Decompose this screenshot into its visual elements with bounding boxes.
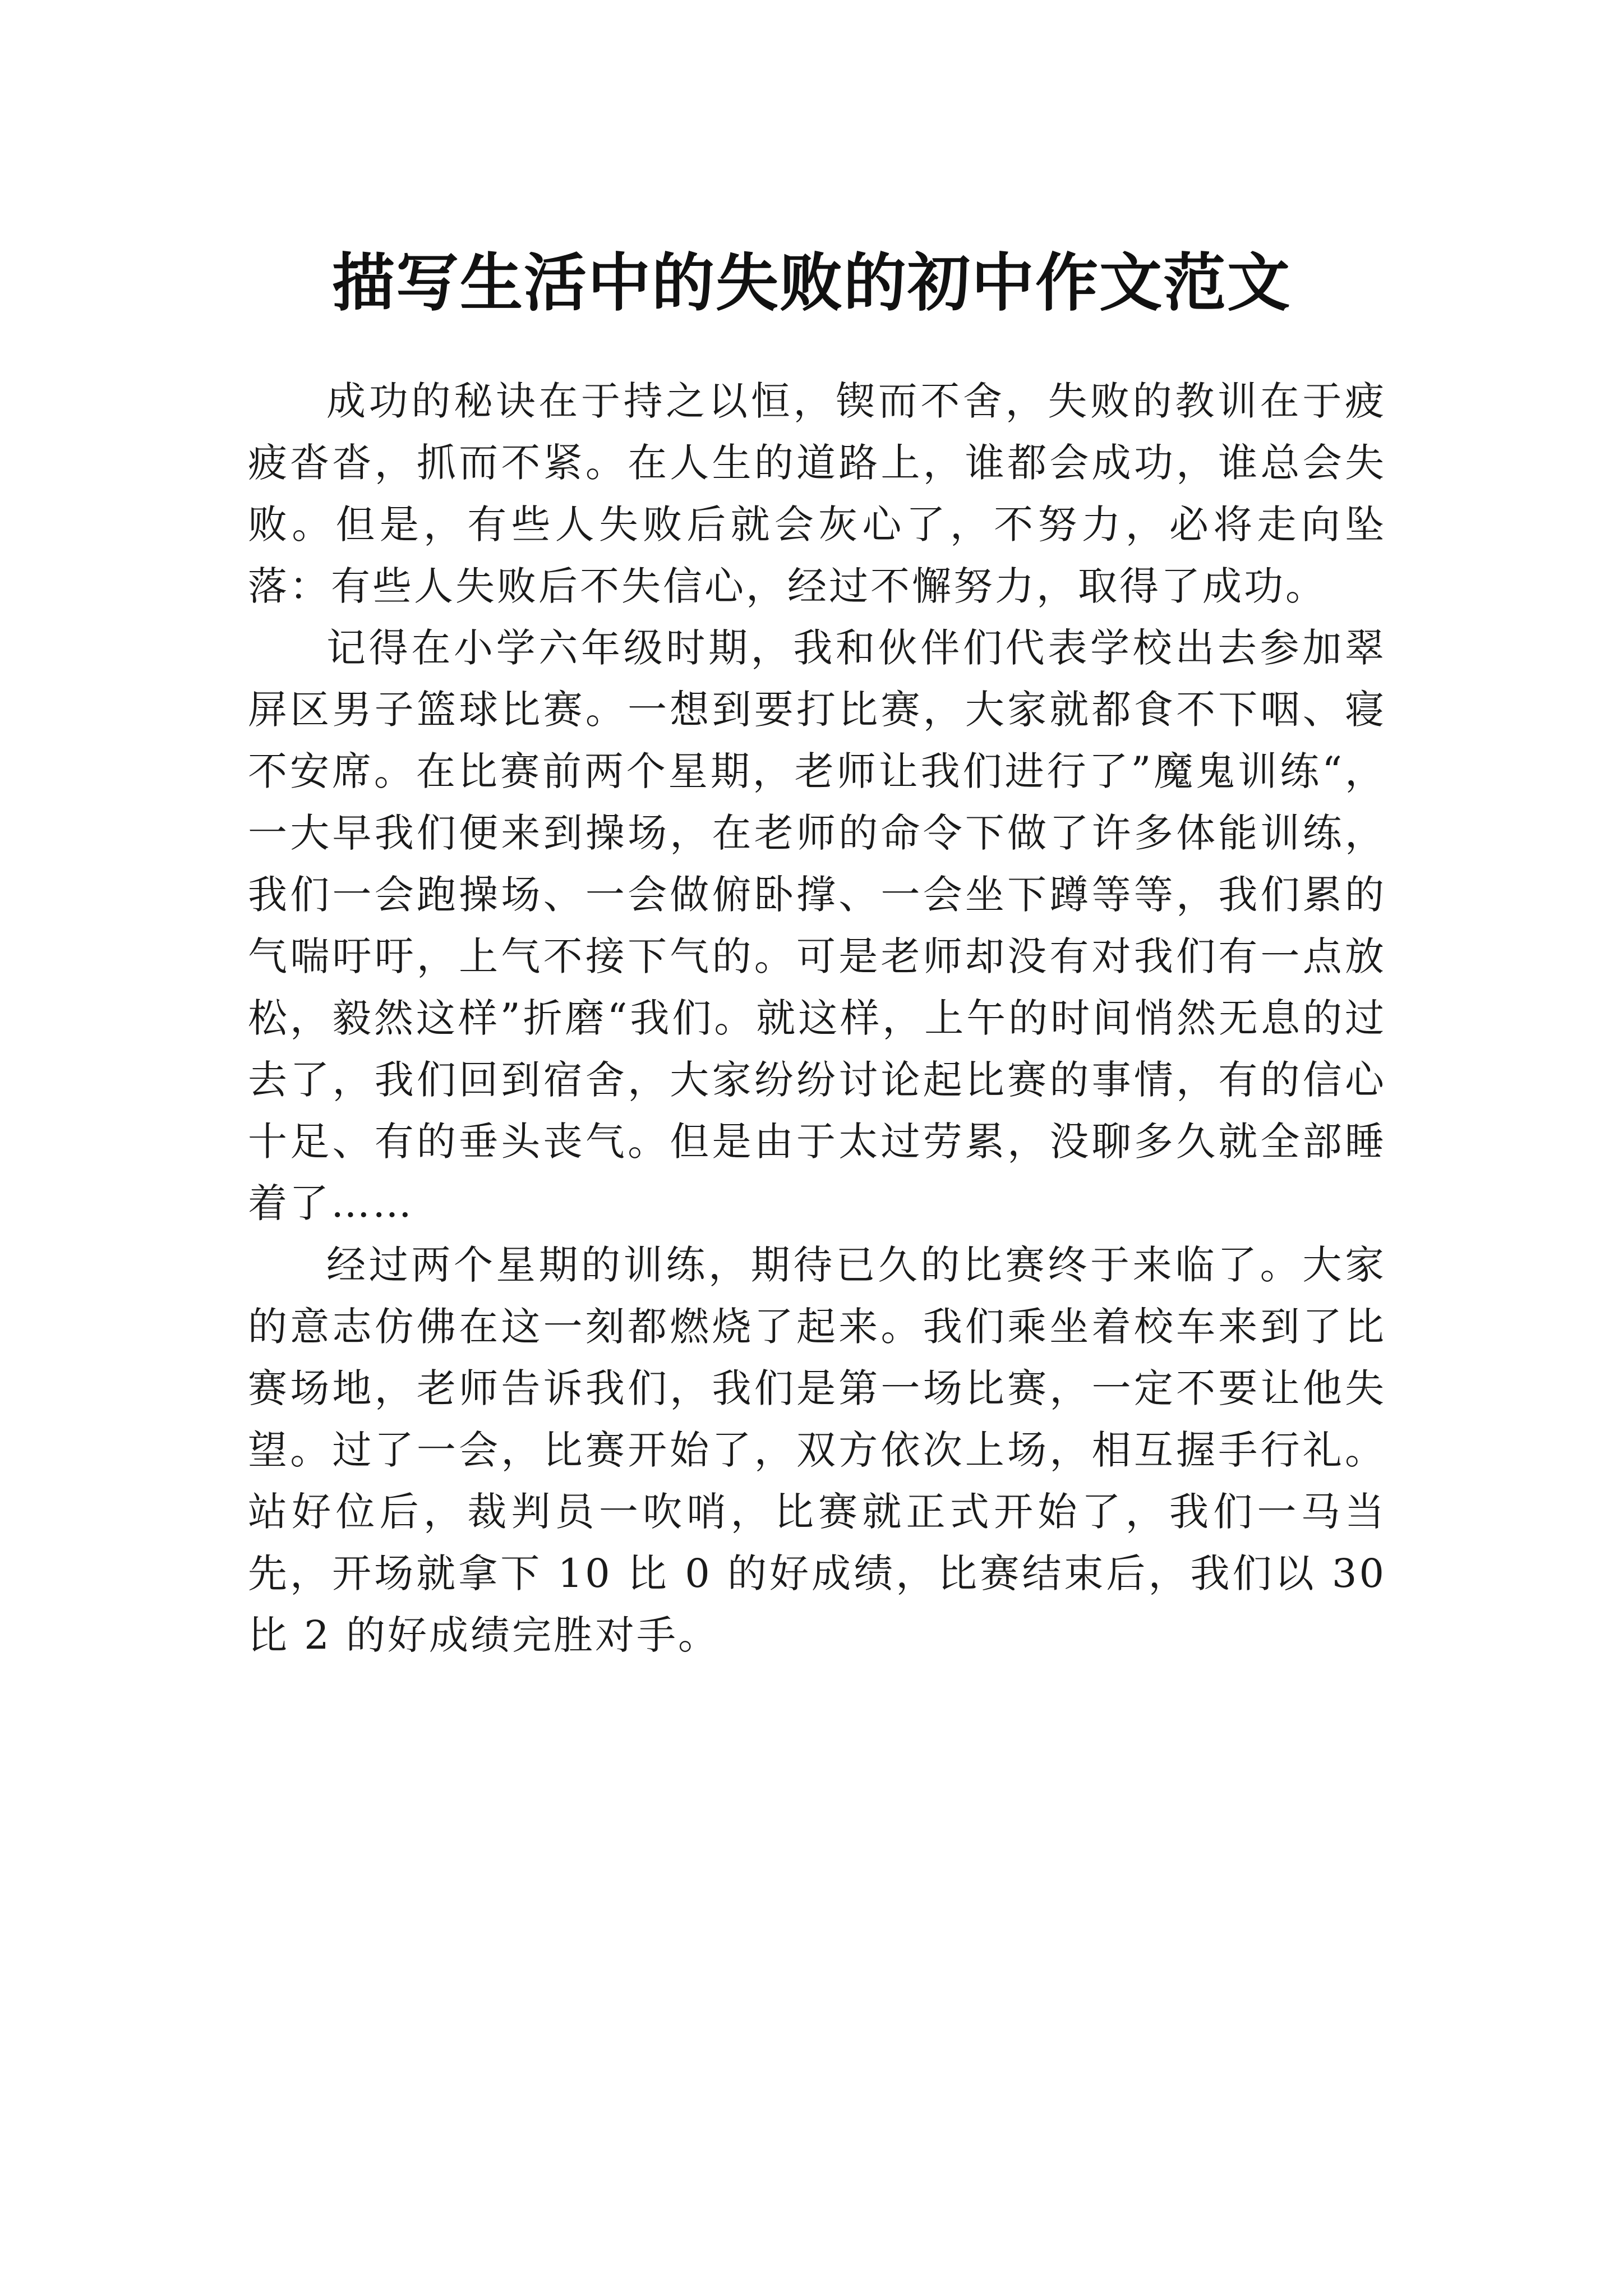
page-title: 描写生活中的失败的初中作文范文 bbox=[332, 247, 1291, 320]
paragraph-2: 记得在小学六年级时期，我和伙伴们代表学校出去参加翠屏区男子篮球比赛。一想到要打比赛，大家就都食不下咽、寝不安席。在比赛前两个星期，老师让我们进行了”魔鬼训练“，一大早我们便来到操场，在老师的命令下做了许多体能训练，我们一会跑操场、一会做俯卧撑、一会坐下蹲等等，我们累的气喘吁吁，上气不接下气的。可是老师却没有对我们有一点放松，毅然这样”折磨“我们。就这样，上午的时间悄然无息的过去了，我们回到宿舍，大家纷纷讨论起比赛的事情，有的信心十足、有的垂头丧气。但是由于太过劳累，没聊多久就全部睡着了…… bbox=[248, 625, 1386, 1226]
paragraph-1: 成功的秘诀在于持之以恒，锲而不舍，失败的教训在于疲疲沓沓，抓而不紧。在人生的道路上，谁都会成功，谁总会失败。但是，有些人失败后就会灰心了，不努力，必将走向坠落：有些人失败后不失信心，经过不懈努力，取得了成功。 bbox=[248, 378, 1386, 609]
paragraph-3: 经过两个星期的训练，期待已久的比赛终于来临了。大家的意志仿佛在这一刻都燃烧了起来。我们乘坐着校车来到了比赛场地，老师告诉我们，我们是第一场比赛，一定不要让他失望。过了一会，比赛开始了，双方依次上场，相互握手行礼。站好位后，裁判员一吹哨，比赛就正式开始了，我们一马当先，开场就拿下 10 比 0 的好成绩，比赛结束后，我们以 30 比 2 的好成绩完胜对手。 bbox=[248, 1242, 1386, 1658]
article-body bbox=[248, 370, 1386, 1666]
